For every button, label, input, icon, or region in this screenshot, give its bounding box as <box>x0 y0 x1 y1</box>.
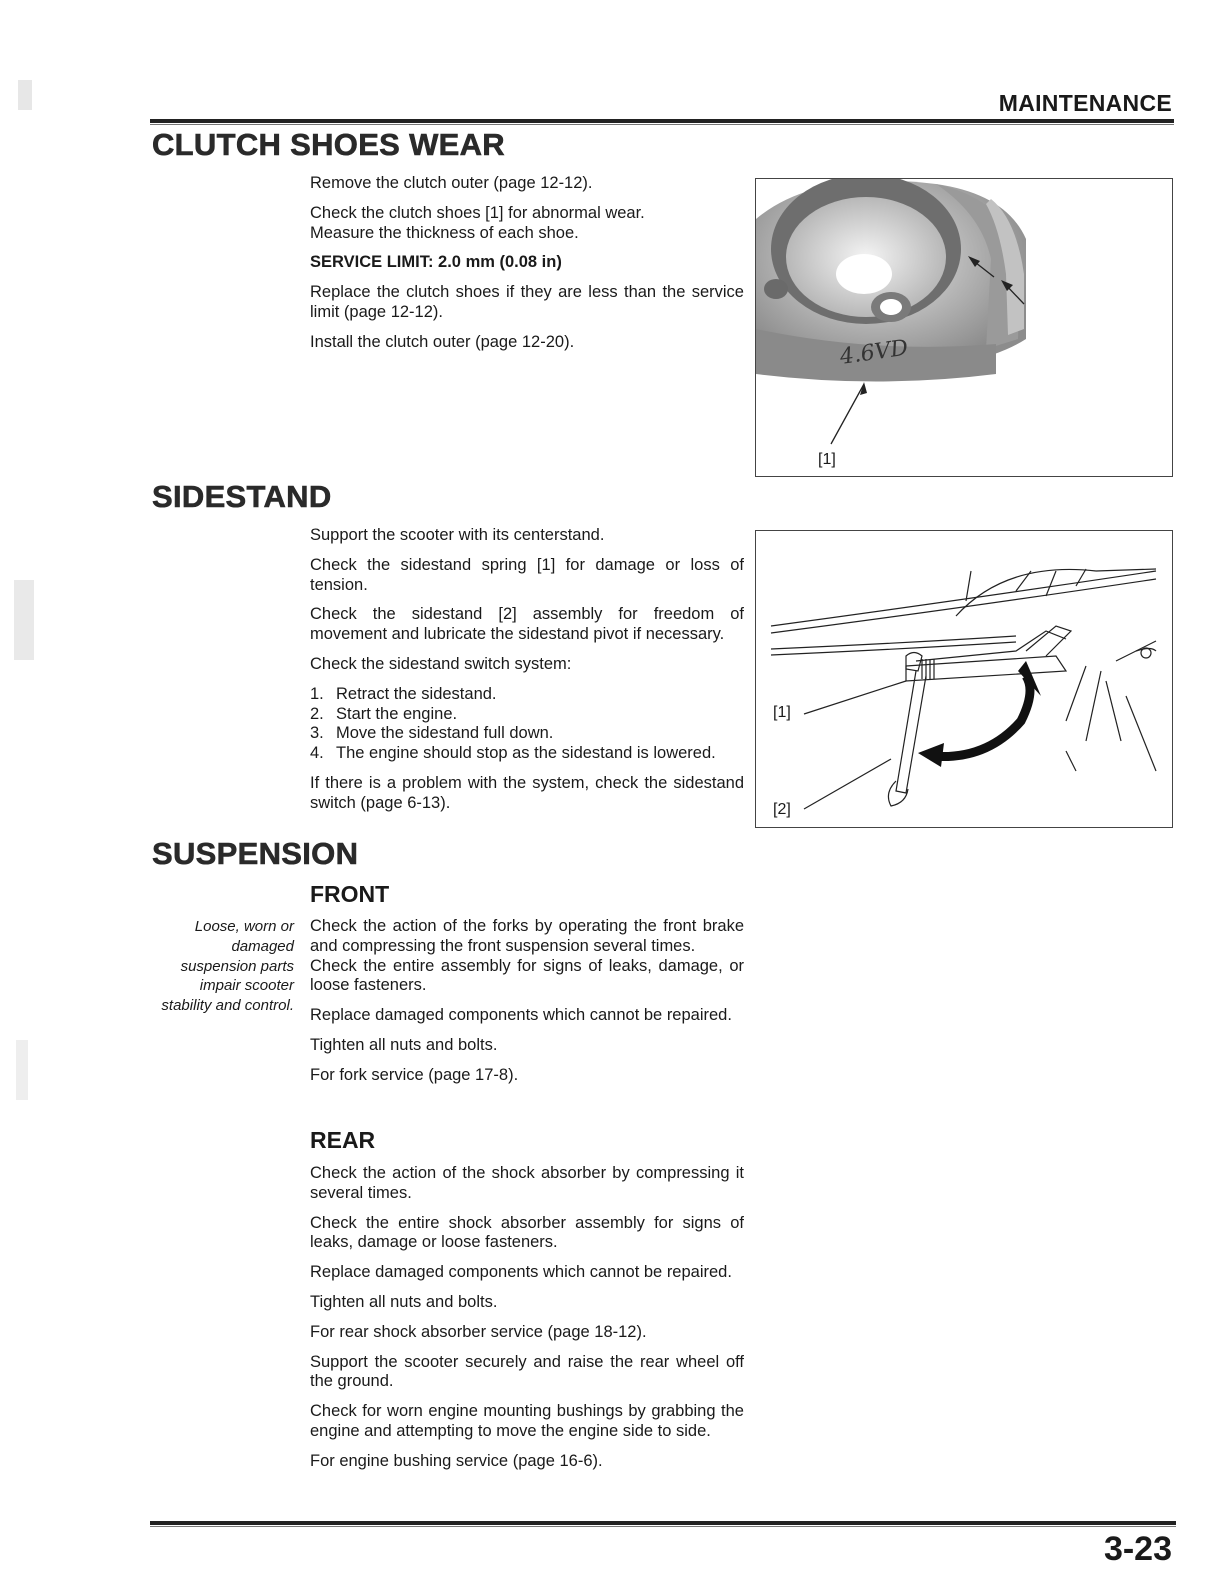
bottom-rule-thin <box>150 1526 1176 1527</box>
clutch-p1: Remove the clutch outer (page 12-12). <box>310 174 593 192</box>
step-item: 3. Move the sidestand full down. <box>310 724 554 743</box>
rear-p7: Check for worn engine mounting bushings by grabbing the engine and attempting to move the engine side to side. <box>310 1402 744 1440</box>
sidestand-body <box>310 526 744 814</box>
service-limit: SERVICE LIMIT: 2.0 mm (0.08 in) <box>310 253 562 272</box>
sidestand-fig-label-1: [1] <box>773 704 791 721</box>
clutch-title: CLUTCH SHOES WEAR <box>152 127 505 162</box>
rear-p1: Check the action of the shock absorber by compressing it several times. <box>310 1164 744 1202</box>
sidestand-steps <box>310 685 744 764</box>
sidestand-figure <box>755 530 1173 828</box>
bottom-rule <box>150 1521 1176 1525</box>
rear-p8: For engine bushing service (page 16-6). <box>310 1451 603 1470</box>
step-item: 1. Retract the sidestand. <box>310 684 497 703</box>
clutch-shoe-photo <box>756 179 1172 476</box>
rear-title: REAR <box>310 1127 376 1153</box>
sidestand-p2: Check the sidestand spring [1] for damage or loss of tension. <box>310 555 744 594</box>
sidestand-fig-label-2: [2] <box>773 801 791 818</box>
scan-artifact <box>18 80 32 110</box>
step-item: 2. Start the engine. <box>310 704 458 723</box>
clutch-p4: Install the clutch outer (page 12-20). <box>310 332 575 351</box>
top-rule <box>150 119 1174 123</box>
front-title: FRONT <box>310 881 390 907</box>
step-item: 4. The engine should stop as the sidestand is lowered. <box>310 744 716 763</box>
clutch-body <box>310 174 744 353</box>
front-body <box>310 917 744 1086</box>
rear-p3: Replace damaged components which cannot be repaired. <box>310 1263 732 1282</box>
sidestand-p4: Check the sidestand switch system: <box>310 654 572 673</box>
clutch-p3: Replace the clutch shoes if they are less than the service limit (page 12-12). <box>310 283 744 321</box>
scan-artifact <box>16 1040 28 1100</box>
sidestand-title: SIDESTAND <box>152 479 332 514</box>
front-p5: For fork service (page 17-8). <box>310 1065 519 1084</box>
front-p3: Replace damaged components which cannot be repaired. <box>310 1006 732 1025</box>
rear-p6: Support the scooter securely and raise the rear wheel off the ground. <box>310 1352 744 1391</box>
clutch-p2b: Measure the thickness of each shoe. <box>310 223 579 242</box>
page-number: 3-23 <box>1103 1530 1172 1568</box>
top-rule-thin <box>150 124 1174 125</box>
rear-p4: Tighten all nuts and bolts. <box>310 1292 498 1311</box>
sidestand-p1: Support the scooter with its centerstand. <box>310 526 605 544</box>
clutch-p2a: Check the clutch shoes [1] for abnormal wear. <box>310 203 645 222</box>
caution-note: Loose, worn or damaged suspension parts impair scooter stability and control. <box>161 918 294 1015</box>
front-p2: Check the entire assembly for signs of leaks, damage, or loose fasteners. <box>310 956 744 995</box>
sidestand-p3: Check the sidestand [2] assembly for freedom of movement and lubricate the sidestand pivot if necessary. <box>310 605 744 644</box>
rear-p5: For rear shock absorber service (page 18-12). <box>310 1322 647 1341</box>
rear-body <box>310 1164 744 1472</box>
rear-p2: Check the entire shock absorber assembly for signs of leaks, damage or loose fasteners. <box>310 1213 744 1252</box>
section-header: MAINTENANCE <box>998 90 1172 116</box>
sidestand-drawing <box>756 531 1172 827</box>
front-p1: Check the action of the forks by operating the front brake and compressing the front suspension several times. <box>310 917 744 955</box>
suspension-title: SUSPENSION <box>152 836 359 871</box>
sidestand-p5: If there is a problem with the system, check the sidestand switch (page 6-13). <box>310 773 744 812</box>
scan-artifact <box>14 580 34 660</box>
clutch-shoe-figure <box>755 178 1173 477</box>
clutch-fig-label-1: [1] <box>818 451 836 468</box>
handwritten-mark: 4.6VD <box>838 335 910 370</box>
front-p4: Tighten all nuts and bolts. <box>310 1035 498 1054</box>
